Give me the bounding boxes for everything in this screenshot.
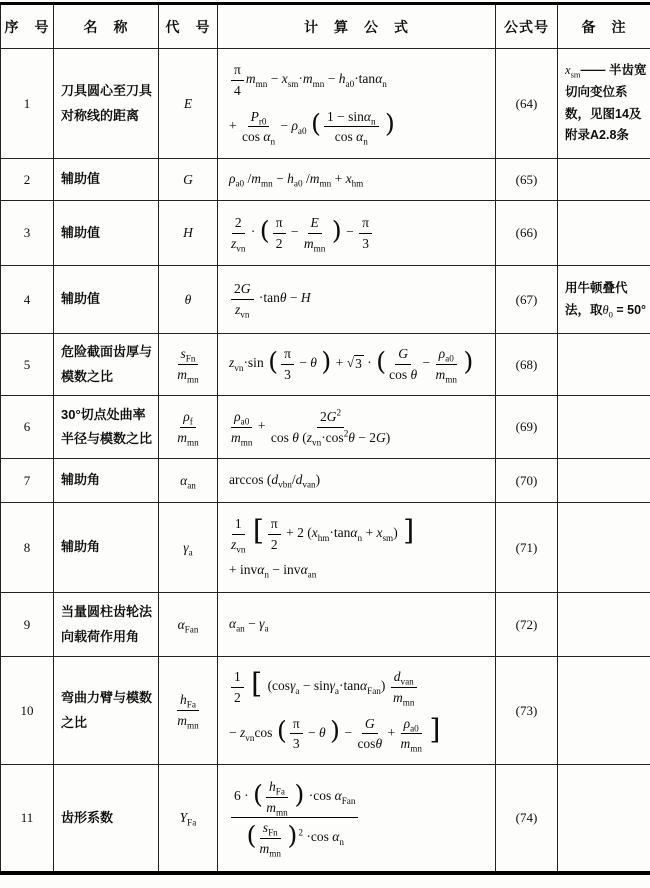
cell-name: 辅助角 xyxy=(54,503,159,593)
cell-symbol: E xyxy=(159,49,218,159)
cell-symbol: $\rho_f$ $m_{mn}$ xyxy=(159,396,218,459)
col-header-name: 名 称 xyxy=(54,4,159,49)
cell-formula: 2 $z_{vn}$ · ( $\frac{\pi}{2}$ − E $m_{mn}$ ) − $\frac{\pi}{3}$ xyxy=(218,201,496,266)
table-row xyxy=(1,593,650,657)
cell-note xyxy=(558,765,650,873)
cell-symbol: $h_{Fa}$ $m_{mn}$ xyxy=(159,657,218,765)
cell-eq-number: (66) xyxy=(496,201,558,266)
cell-formula: $\frac{\pi}{4}$ $m_{mn} - x_{sm}\cdot m_{mn} - h_{a0}\cdot\tan\alpha_n$ + $\frac{P_{r0}}{\cos \alpha_n}$ − $\rho_{a0}$ ( $\frac{1 - \sin\alpha_n}{\cos \alpha_n}$ ) xyxy=(218,49,496,159)
cell-note xyxy=(558,593,650,657)
cell-name: 危险截面齿厚与模数之比 xyxy=(54,334,159,396)
table-row xyxy=(1,49,650,159)
cell-formula: $\rho_{a0}$ $/m_{mn} - h_{a0}$ $/m_{mn} + x_{hm}$ xyxy=(218,159,496,201)
col-header-note: 备 注 xyxy=(558,4,650,49)
cell-formula: 6 · ( $h_{Fa}$ $m_{mn}$ ) ·cos $\alpha_{Fan}$ ( $s_{Fn}$ $m_{mn}$ )$^2$ ·cos $\alpha_n$ xyxy=(218,765,496,873)
cell-eq-number: (67) xyxy=(496,266,558,334)
cell-name: 辅助角 xyxy=(54,459,159,503)
cell-name: 辅助值 xyxy=(54,159,159,201)
cell-eq-number: (74) xyxy=(496,765,558,873)
header-row xyxy=(1,4,650,49)
col-header-eq: 公式号 xyxy=(496,4,558,49)
table-body xyxy=(1,49,650,873)
cell-symbol: H xyxy=(159,201,218,266)
cell-serial-number: 5 xyxy=(1,334,54,396)
cell-note: $x_{sm}——$ 半齿宽切向变位系数，见图14及附录A2.8条 xyxy=(558,49,650,159)
cell-formula: $\rho_{a0}$ $m_{mn}$ + $2G^2$ cos θ $(z_{vn}\cdot\cos^2\theta - 2G)$ xyxy=(218,396,496,459)
cell-note: 用牛顿叠代法，取$\theta_0 = 50^\circ$ xyxy=(558,266,650,334)
cell-name: 辅助值 xyxy=(54,201,159,266)
cell-name: 辅助值 xyxy=(54,266,159,334)
cell-eq-number: (69) xyxy=(496,396,558,459)
cell-symbol: $Y_{Fa}$ xyxy=(159,765,218,873)
cell-note xyxy=(558,334,650,396)
cell-eq-number: (71) xyxy=(496,503,558,593)
table-row xyxy=(1,657,650,765)
cell-serial-number: 9 xyxy=(1,593,54,657)
table-row xyxy=(1,765,650,873)
cell-formula: $z_{vn}\cdot\sin$ ( $\frac{\pi}{3}$ − θ ) + √3 · ( $\frac{G}{\text{cos θ}}$ − $\rho_{a0}$ $m_{mn}$ ) xyxy=(218,334,496,396)
col-header-symbol: 代 号 xyxy=(159,4,218,49)
table-row xyxy=(1,503,650,593)
cell-eq-number: (65) xyxy=(496,159,558,201)
cell-serial-number: 2 xyxy=(1,159,54,201)
table-row xyxy=(1,159,650,201)
cell-serial-number: 11 xyxy=(1,765,54,873)
cell-serial-number: 4 xyxy=(1,266,54,334)
cell-note xyxy=(558,201,650,266)
table-row xyxy=(1,396,650,459)
col-header-formula: 计 算 公 式 xyxy=(218,4,496,49)
cell-serial-number: 3 xyxy=(1,201,54,266)
cell-note xyxy=(558,396,650,459)
cell-note xyxy=(558,503,650,593)
cell-eq-number: (68) xyxy=(496,334,558,396)
cell-eq-number: (73) xyxy=(496,657,558,765)
table-row xyxy=(1,266,650,334)
table-row xyxy=(1,201,650,266)
cell-eq-number: (70) xyxy=(496,459,558,503)
table-row xyxy=(1,334,650,396)
cell-eq-number: (72) xyxy=(496,593,558,657)
cell-serial-number: 10 xyxy=(1,657,54,765)
cell-serial-number: 6 xyxy=(1,396,54,459)
cell-serial-number: 8 xyxy=(1,503,54,593)
cell-name: 30°切点处曲率半径与模数之比 xyxy=(54,396,159,459)
cell-formula: $\alpha_{an} - \gamma_a$ xyxy=(218,593,496,657)
cell-formula: 2G $z_{vn}$ ·tanθ − H xyxy=(218,266,496,334)
cell-symbol: $\alpha_{an}$ xyxy=(159,459,218,503)
cell-note xyxy=(558,459,650,503)
cell-symbol: $\gamma_a$ xyxy=(159,503,218,593)
cell-note xyxy=(558,159,650,201)
cell-name: 齿形系数 xyxy=(54,765,159,873)
table-row xyxy=(1,459,650,503)
cell-eq-number: (64) xyxy=(496,49,558,159)
cell-serial-number: 7 xyxy=(1,459,54,503)
cell-symbol: $\alpha_{Fan}$ xyxy=(159,593,218,657)
formula-table xyxy=(0,2,650,875)
cell-symbol: $s_{Fn}$ $m_{mn}$ xyxy=(159,334,218,396)
cell-note xyxy=(558,657,650,765)
cell-formula: 1 $z_{vn}$ [ $\frac{\pi}{2}$ + 2 $(x_{hm}\cdot\tan\alpha_n + x_{sm})$ ] + invα$_n$ − invα$_{an}$ xyxy=(218,503,496,593)
cell-name: 当量圆柱齿轮法向载荷作用角 xyxy=(54,593,159,657)
cell-symbol: G xyxy=(159,159,218,201)
cell-serial-number: 1 xyxy=(1,49,54,159)
cell-symbol: θ xyxy=(159,266,218,334)
cell-formula: $\frac{1}{2}$ [ (cosγ$_a$ − sinγ$_a$·tanα$_{Fan}$) $d_{van}$ $m_{mn}$ − $z_{vn}\cos$ ( $\frac{\pi}{3}$ − θ ) − $\frac{G}{\cos\theta}$ + $\rho_{a0}$ $m_{mn}$ ] xyxy=(218,657,496,765)
col-header-no: 序 号 xyxy=(1,4,54,49)
cell-formula: $\arccos (d_{vbn}/d_{van})$ xyxy=(218,459,496,503)
cell-name: 弯曲力臂与模数之比 xyxy=(54,657,159,765)
cell-name: 刀具圆心至刀具对称线的距离 xyxy=(54,49,159,159)
